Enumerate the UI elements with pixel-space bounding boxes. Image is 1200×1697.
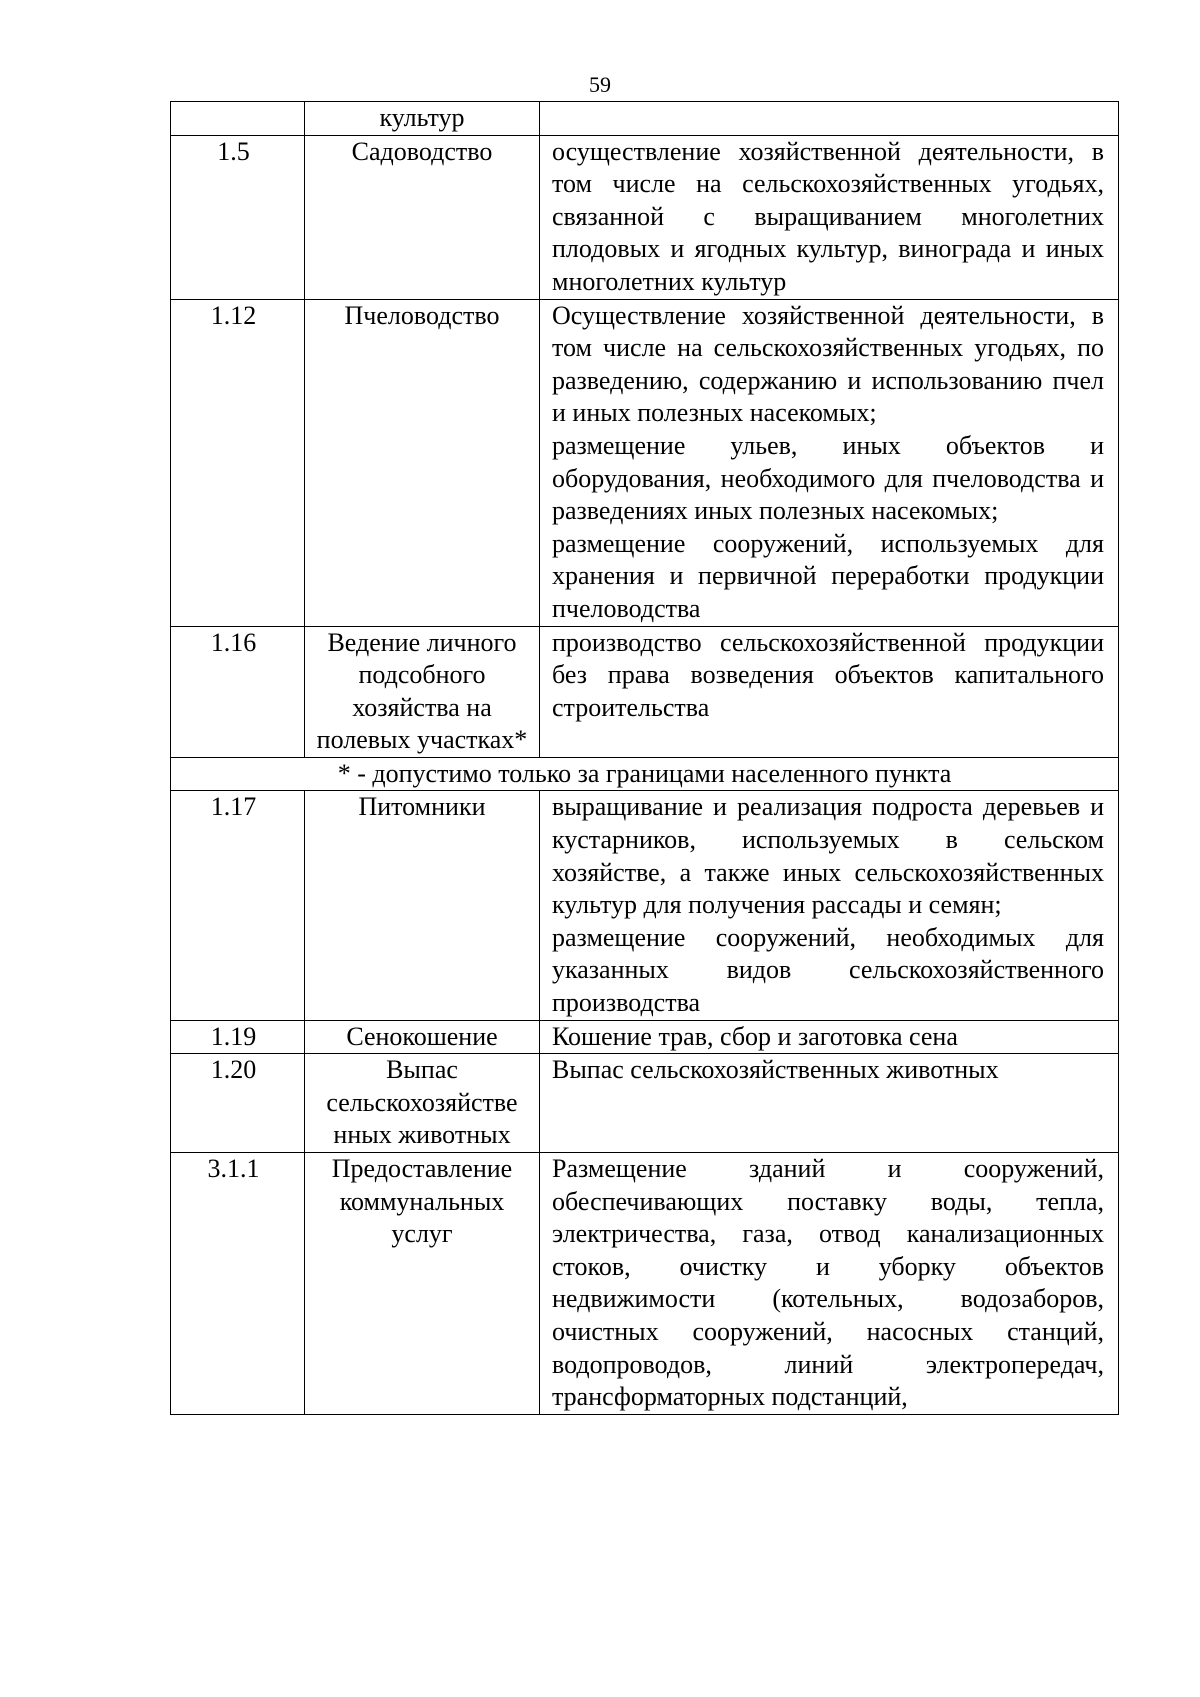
row-description: [540, 626, 1119, 757]
row-name: Питомники: [305, 791, 540, 1020]
row-name: Пчеловодство: [305, 299, 540, 626]
description-paragraph: Осуществление хозяйственной деятельности, в том числе на сельскохозяйственных угодьях, по разведению, содержанию и использованию пчел и иных полезных насекомых;: [552, 300, 1104, 428]
page-number: 59: [589, 72, 611, 97]
row-description: [540, 791, 1119, 1020]
description-paragraph: осуществление хозяйственной деятельности, в том числе на сельскохозяйственных угодьях, связанной с выращиванием многолетних плодовых и ягодных культур, винограда и иных многолетних культур: [552, 136, 1104, 296]
row-code: 1.17: [171, 791, 305, 1020]
table-row: [171, 1020, 1119, 1054]
row-code: 1.16: [171, 626, 305, 757]
row-description: [540, 102, 1119, 136]
description-paragraph: Размещение зданий и сооружений, обеспечивающих поставку воды, тепла, электричества, газа, отвод канализационных стоков, очистку и уборку объектов недвижимости (котельных, водозаборов, очистных сооружений, насосных станций, водопроводов, линий электропередач, трансформаторных подстанций,: [552, 1154, 1104, 1412]
row-name: Садоводство: [305, 135, 540, 299]
table-footnote: * - допустимо только за границами населенного пункта: [171, 757, 1119, 791]
row-code: 1.19: [171, 1020, 305, 1054]
description-paragraph: размещение сооружений, используемых для хранения и первичной переработки продукции пчеловодства: [552, 528, 1104, 623]
row-description: [540, 1020, 1119, 1054]
row-description: [540, 299, 1119, 626]
row-name: Предоставление коммунальных услуг: [305, 1153, 540, 1415]
row-description: [540, 1054, 1119, 1153]
description-paragraph: размещение сооружений, необходимых для указанных видов сельскохозяйственного производства: [552, 922, 1104, 1018]
description-paragraph: Кошение трав, сбор и заготовка сена: [552, 1021, 958, 1051]
row-name: Сенокошение: [305, 1020, 540, 1054]
table-row: [171, 299, 1119, 626]
row-name: Выпас сельскохозяйстве нных животных: [305, 1054, 540, 1153]
description-paragraph: размещение ульев, иных объектов и оборудования, необходимого для пчеловодства и разведениях иных полезных насекомых;: [552, 430, 1104, 526]
table-row: [171, 1054, 1119, 1153]
row-name: культур: [305, 102, 540, 136]
table-note-row: [171, 757, 1119, 791]
row-name: Ведение личного подсобного хозяйства на полевых участках*: [305, 626, 540, 757]
land-use-table: [170, 101, 1119, 1415]
row-code: 1.20: [171, 1054, 305, 1153]
row-code: 1.5: [171, 135, 305, 299]
description-paragraph: Выпас сельскохозяйственных животных: [552, 1055, 999, 1085]
row-description: [540, 135, 1119, 299]
table-row: [171, 791, 1119, 1020]
table-row: [171, 1153, 1119, 1415]
row-code: 1.12: [171, 299, 305, 626]
row-description: [540, 1153, 1119, 1415]
table-row: [171, 102, 1119, 136]
table-row: [171, 626, 1119, 757]
description-paragraph: производство сельскохозяйственной продукции без права возведения объектов капитального строительства: [552, 627, 1104, 722]
table-row: [171, 135, 1119, 299]
description-paragraph: выращивание и реализация подроста деревьев и кустарников, используемых в сельском хозяйстве, а также иных сельскохозяйственных культур для получения рассады и семян;: [552, 792, 1104, 920]
row-code: [171, 102, 305, 136]
row-code: 3.1.1: [171, 1153, 305, 1415]
